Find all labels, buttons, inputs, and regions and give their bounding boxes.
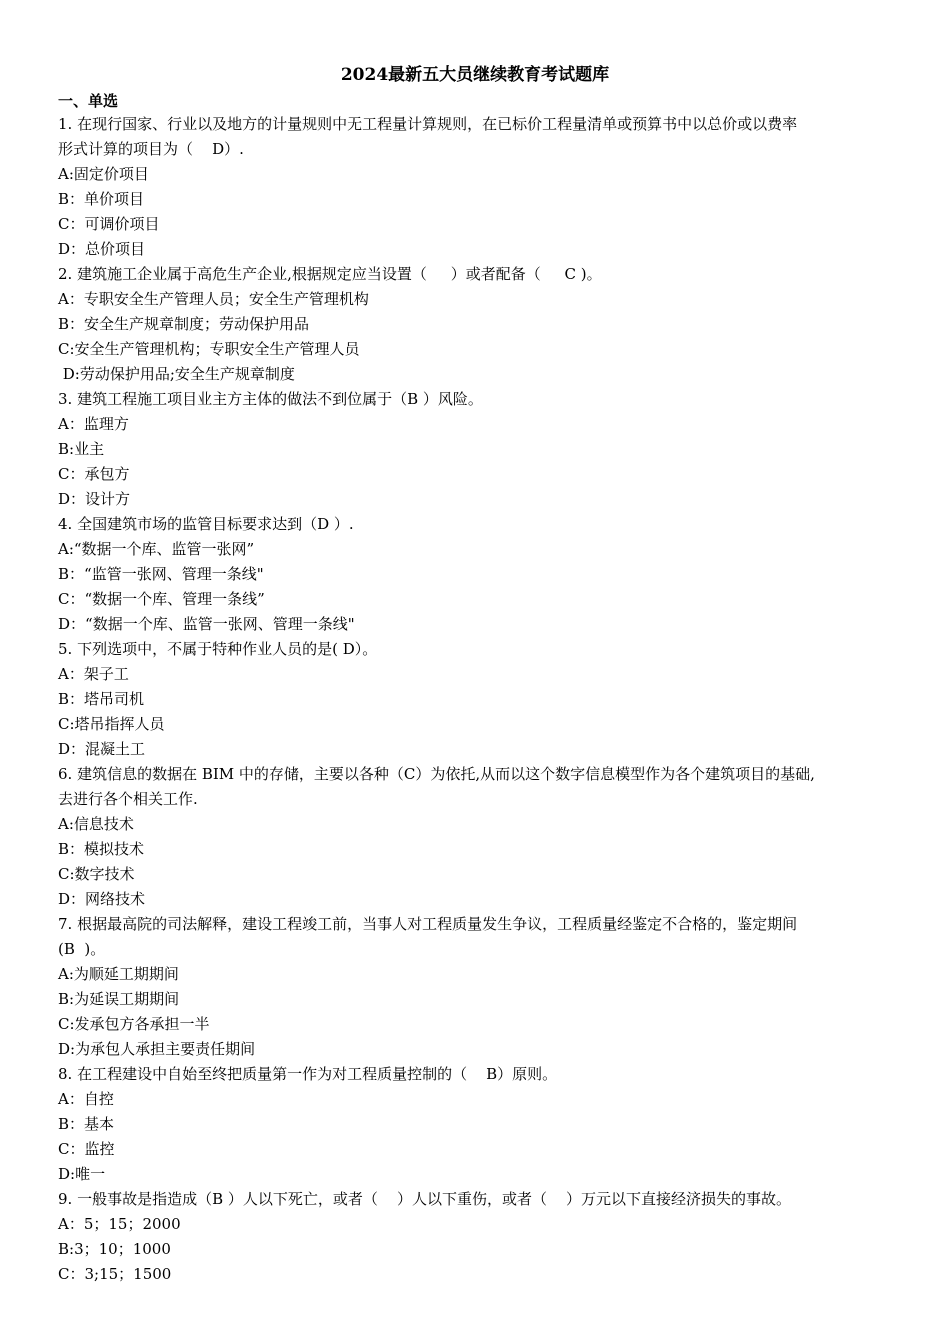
text-line: B：塔吊司机: [58, 690, 145, 708]
text-line: B：安全生产规章制度；劳动保护用品: [58, 315, 310, 333]
text-line: 形式计算的项目为（ D）.: [58, 140, 244, 158]
text-line: C：可调价项目: [58, 215, 160, 233]
text-line: C：监控: [58, 1140, 115, 1158]
text-line: 9. 一般事故是指造成（B ）人以下死亡，或者（ ）人以下重伤，或者（ ）万元以下直接经济损失的事故。: [58, 1190, 792, 1208]
text-line: C:发承包方各承担一半: [58, 1015, 210, 1033]
text-line: A：5；15；2000: [58, 1215, 181, 1233]
text-line: D:劳动保护用品;安全生产规章制度: [58, 365, 295, 383]
text-line: B：模拟技术: [58, 840, 145, 858]
text-line: D：总价项目: [58, 240, 146, 258]
text-line: A:信息技术: [58, 815, 134, 833]
text-line: B:为延误工期期间: [58, 990, 180, 1008]
text-line: 5. 下列选项中，不属于特种作业人员的是( D）。: [58, 640, 378, 658]
text-line: 6. 建筑信息的数据在 BIM 中的存储，主要以各种（C）为依托,从而以这个数字信息模型作为各个建筑项目的基础,: [58, 765, 815, 783]
text-line: 8. 在工程建设中自始至终把质量第一作为对工程质量控制的（ B）原则。: [58, 1065, 558, 1083]
text-line: A：专职安全生产管理人员；安全生产管理机构: [58, 290, 369, 308]
text-line: (B )。: [58, 940, 106, 958]
text-line: 1. 在现行国家、行业以及地方的计量规则中无工程量计算规则，在已标价工程量清单或预算书中以总价或以费率: [58, 115, 798, 133]
text-line: 7. 根据最高院的司法解释，建设工程竣工前，当事人对工程质量发生争议，工程质量经鉴定不合格的，鉴定期间: [58, 915, 798, 933]
text-line: C：3;15；1500: [58, 1265, 172, 1283]
text-line: A:“数据一个库、监管一张网”: [58, 540, 255, 558]
text-line: D：混凝土工: [58, 740, 146, 758]
text-line: D:唯一: [58, 1165, 106, 1183]
text-line: B：“监管一张网、管理一条线": [58, 565, 264, 583]
text-line: B：基本: [58, 1115, 115, 1133]
text-line: 3. 建筑工程施工项目业主方主体的做法不到位属于（B ）风险。: [58, 390, 483, 408]
text-line: C:安全生产管理机构；专职安全生产管理人员: [58, 340, 360, 358]
section-heading: 一、单选: [58, 92, 119, 110]
text-line: A：自控: [58, 1090, 114, 1108]
text-line: B:3；10；1000: [58, 1240, 171, 1258]
text-line: D：网络技术: [58, 890, 146, 908]
text-line: C：承包方: [58, 465, 130, 483]
text-line: 去进行各个相关工作.: [58, 790, 198, 808]
text-line: A：架子工: [58, 665, 129, 683]
text-line: C：“数据一个库、管理一条线”: [58, 590, 265, 608]
question-list: [58, 112, 894, 1287]
text-line: B:业主: [58, 440, 105, 458]
text-line: D：“数据一个库、监管一张网、管理一条线": [58, 615, 355, 633]
text-line: A:固定价项目: [58, 165, 149, 183]
text-line: C:数字技术: [58, 865, 135, 883]
text-line: D:为承包人承担主要责任期间: [58, 1040, 256, 1058]
document-title: 2024最新五大员继续教育考试题库: [340, 65, 610, 85]
text-line: D：设计方: [58, 490, 131, 508]
text-line: A:为顺延工期期间: [58, 965, 179, 983]
text-line: 2. 建筑施工企业属于高危生产企业,根据规定应当设置（ ）或者配备（ C )。: [58, 265, 602, 283]
text-line: B：单价项目: [58, 190, 145, 208]
text-line: C:塔吊指挥人员: [58, 715, 165, 733]
text-line: A：监理方: [58, 415, 129, 433]
text-line: 4. 全国建筑市场的监管目标要求达到（D ）.: [58, 515, 354, 533]
